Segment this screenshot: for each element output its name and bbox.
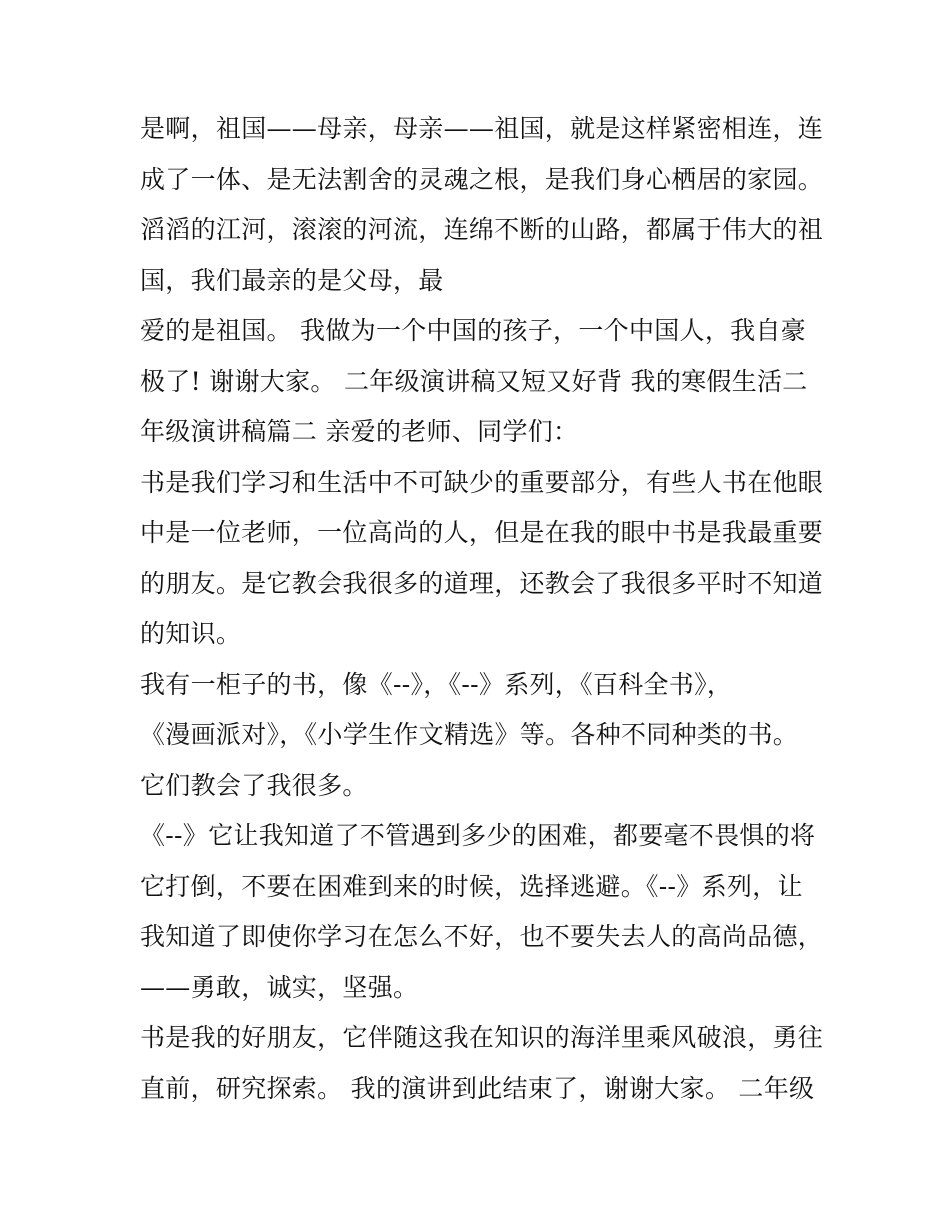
- text-line: 成了一体、是无法割舍的灵魂之根，是我们身心栖居的家园。: [140, 165, 824, 194]
- text-line: 《--》它让我知道了不管遇到多少的困难，都要毫不畏惧的将: [140, 821, 816, 850]
- text-line: 滔滔的江河，滚滚的河流，连绵不断的山路，都属于伟大的祖: [140, 215, 824, 244]
- text-line: 国，我们最亲的是父母，最: [140, 266, 444, 295]
- text-line: 极了! 谢谢大家。 二年级演讲稿又短又好背 我的寒假生活二: [140, 367, 808, 396]
- text-line: 直前，研究探索。 我的演讲到此结束了，谢谢大家。 二年级: [140, 1074, 815, 1103]
- text-line: 的朋友。是它教会我很多的道理，还教会了我很多平时不知道: [140, 569, 824, 598]
- text-line: 爱的是祖国。 我做为一个中国的孩子，一个中国人，我自豪: [140, 316, 807, 345]
- text-line: 它打倒，不要在困难到来的时候，选择逃避。《--》系列，让: [140, 872, 803, 901]
- text-line: 我有一柜子的书，像《--》，《--》系列，《百科全书》，: [140, 670, 733, 699]
- text-line: 书是我的好朋友，它伴随这我在知识的海洋里乘风破浪，勇往: [140, 1023, 824, 1052]
- text-line: 它们教会了我很多。: [140, 771, 368, 800]
- text-line: 的知识。: [140, 619, 242, 648]
- text-line: ——勇敢，诚实，坚强。: [140, 973, 419, 1002]
- text-line: 是啊，祖国——母亲，母亲——祖国，就是这样紧密相连，连: [140, 114, 824, 143]
- text-line: 中是一位老师，一位高尚的人，但是在我的眼中书是我最重要: [140, 518, 824, 547]
- text-line: 书是我们学习和生活中不可缺少的重要部分，有些人书在他眼: [140, 468, 824, 497]
- text-line: 年级演讲稿篇二 亲爱的老师、同学们：: [140, 417, 579, 446]
- text-line: 《漫画派对》，《小学生作文精选》等。各种不同种类的书。: [140, 720, 799, 749]
- text-line: 我知道了即使你学习在怎么不好，也不要失去人的高尚品德，: [140, 922, 824, 951]
